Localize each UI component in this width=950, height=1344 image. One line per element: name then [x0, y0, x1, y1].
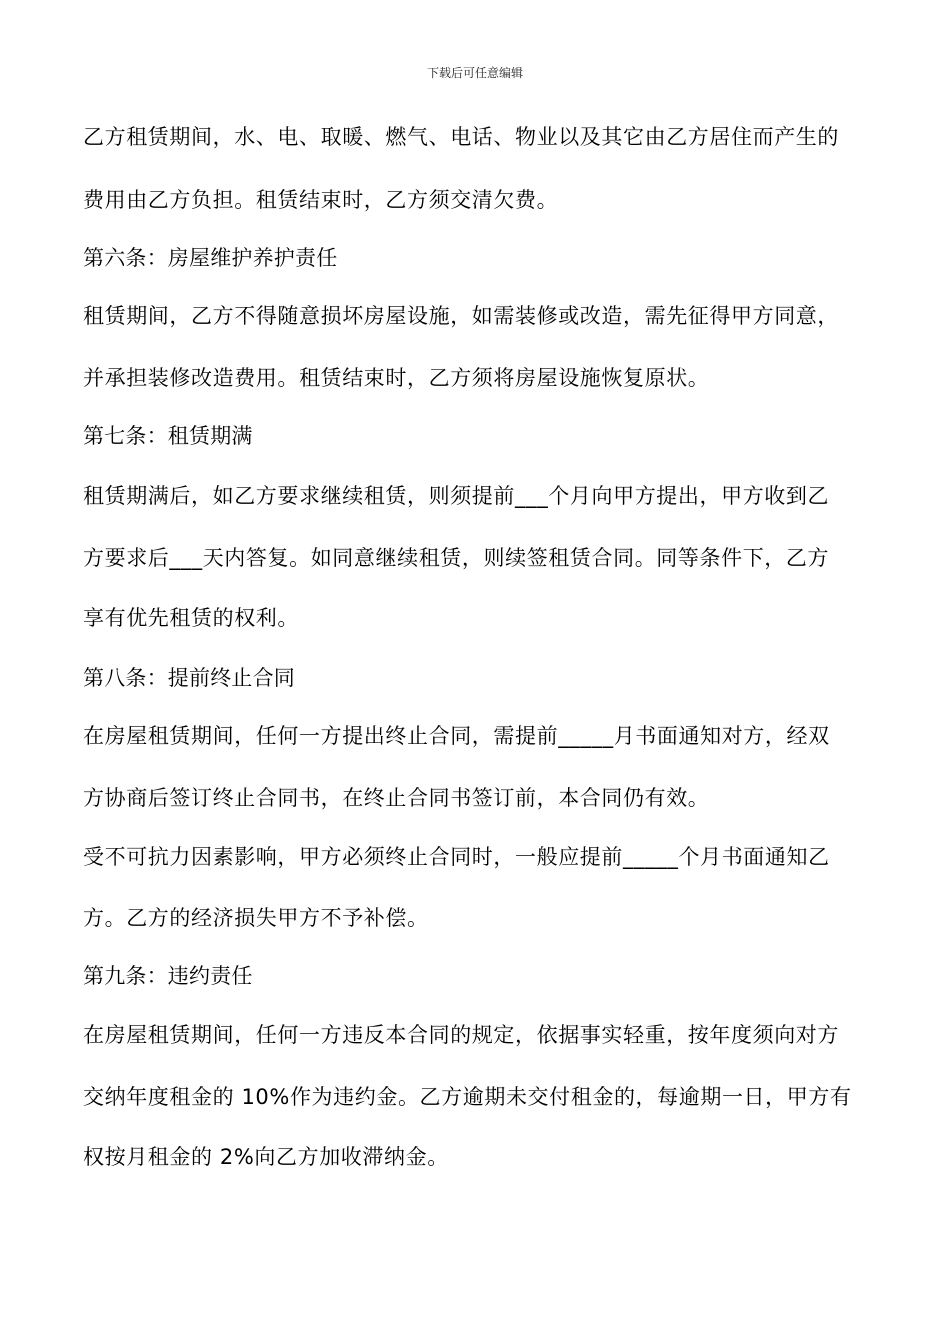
paragraph-line: 权按月租金的 2%向乙方加收滞纳金。: [83, 1145, 449, 1169]
paragraph-line: 受不可抗力因素影响，甲方必须终止合同时，一般应提前_____个月书面通知乙: [83, 845, 830, 869]
paragraph-line: 乙方租赁期间，水、电、取暖、燃气、电话、物业以及其它由乙方居住而产生的: [83, 125, 839, 149]
article-9-heading: 第九条：违约责任: [83, 964, 253, 988]
paragraph-line: 在房屋租赁期间，任何一方提出终止合同，需提前_____月书面通知对方，经双: [83, 724, 830, 748]
article-6-heading: 第六条：房屋维护养护责任: [83, 246, 338, 270]
paragraph-line: 在房屋租赁期间，任何一方违反本合同的规定，依据事实轻重，按年度须向对方: [83, 1023, 839, 1047]
article-8-heading: 第八条：提前终止合同: [83, 666, 295, 690]
paragraph-line: 费用由乙方负担。租赁结束时，乙方须交清欠费。: [83, 188, 559, 212]
paragraph-line: 享有优先租赁的权利。: [83, 606, 299, 630]
article-7-heading: 第七条：租赁期满: [83, 424, 253, 448]
paragraph-line: 租赁期满后，如乙方要求继续租赁，则须提前___个月向甲方提出，甲方收到乙: [83, 484, 830, 508]
paragraph-line: 租赁期间，乙方不得随意损坏房屋设施，如需装修或改造，需先征得甲方同意，: [83, 304, 839, 328]
paragraph-line: 方协商后签订终止合同书，在终止合同书签订前，本合同仍有效。: [83, 786, 710, 810]
paragraph-line: 方要求后___天内答复。如同意继续租赁，则续签租赁合同。同等条件下，乙方: [83, 546, 830, 570]
paragraph-line: 交纳年度租金的 10%作为违约金。乙方逾期未交付租金的，每逾期一日，甲方有: [83, 1085, 852, 1109]
page-header: 下载后可任意编辑: [426, 66, 523, 80]
paragraph-line: 并承担装修改造费用。租赁结束时，乙方须将房屋设施恢复原状。: [83, 366, 710, 390]
paragraph-line: 方。乙方的经济损失甲方不予补偿。: [83, 906, 429, 930]
